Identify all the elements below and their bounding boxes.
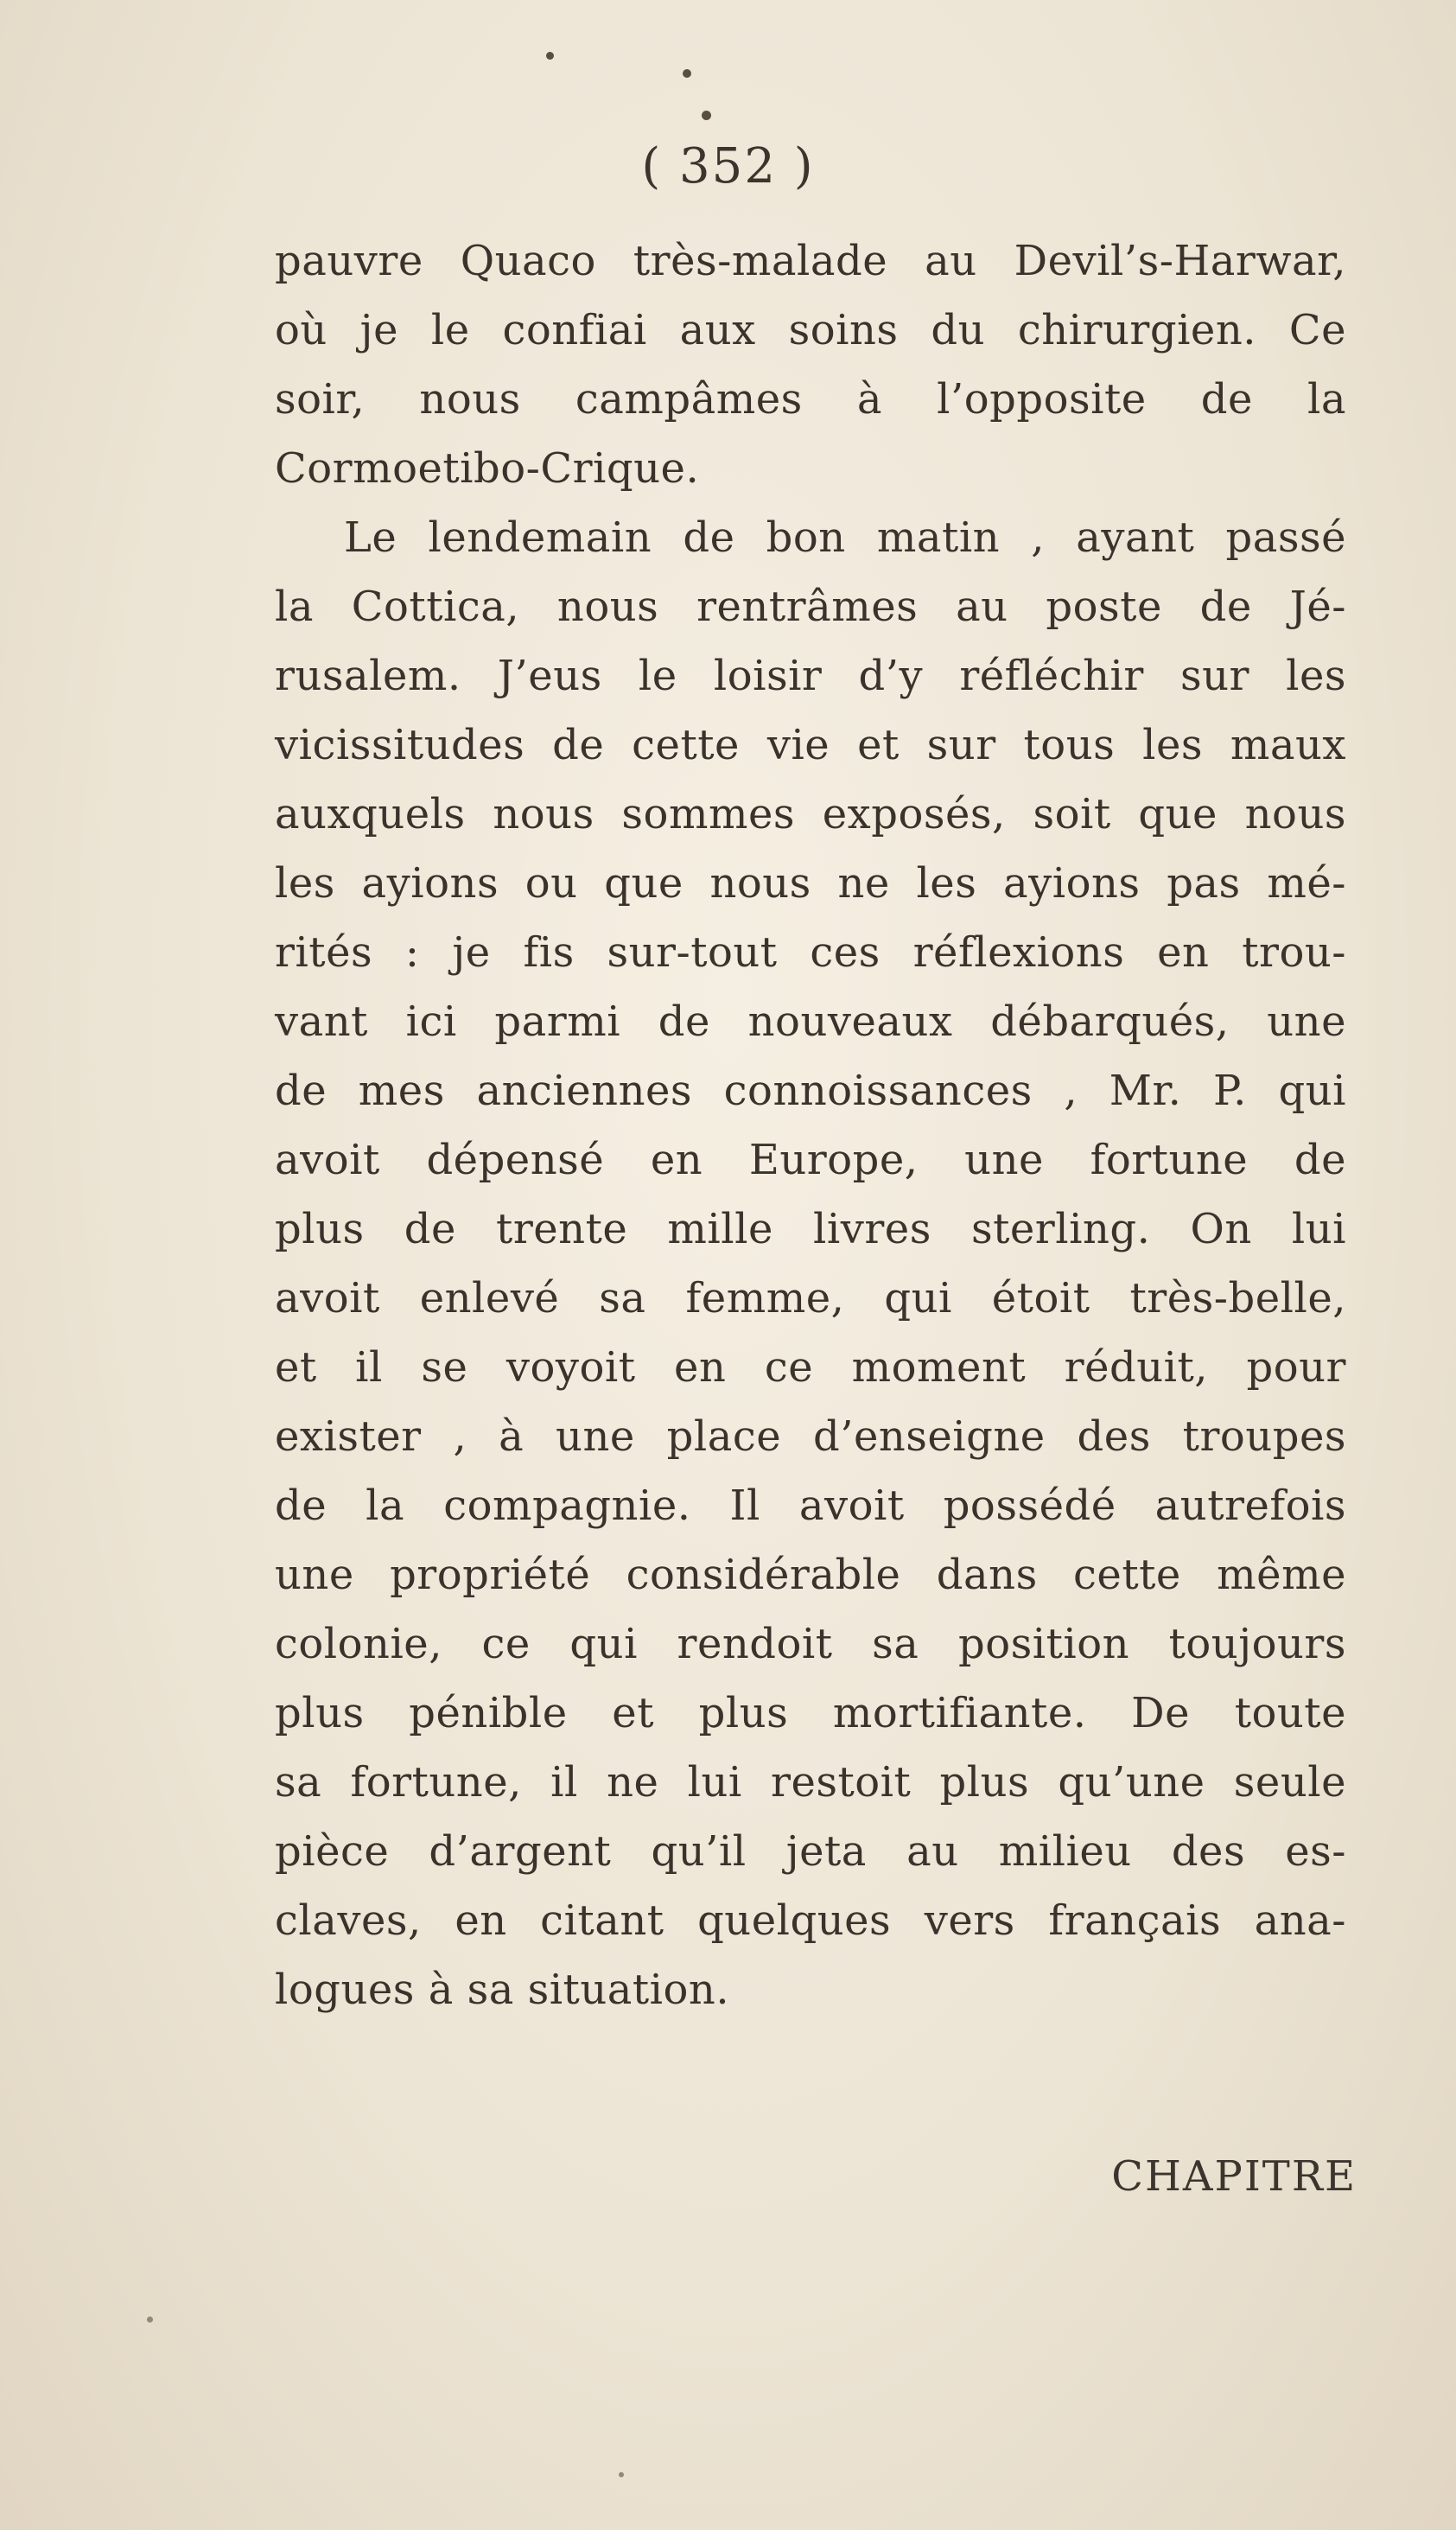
text-line: claves, en citant quelques vers français ana- bbox=[275, 1896, 1346, 1945]
body-text bbox=[275, 226, 1346, 2024]
text-line: de mes anciennes connoissances , Mr. P. qui bbox=[275, 1067, 1346, 1115]
catchword: CHAPITRE bbox=[1111, 2152, 1357, 2201]
text-line: plus de trente mille livres sterling. On lui bbox=[275, 1205, 1346, 1253]
text-line: exister , à une place d’enseigne des troupes bbox=[275, 1412, 1346, 1461]
page-number: ( 352 ) bbox=[641, 138, 815, 194]
text-line: Cormoetibo-Crique. bbox=[275, 444, 700, 493]
text-line: colonie, ce qui rendoit sa position toujours bbox=[275, 1620, 1346, 1668]
text-line: pauvre Quaco très-malade au Devil’s-Harwar, bbox=[275, 237, 1346, 285]
ink-speck bbox=[683, 69, 691, 78]
text-line: Le lendemain de bon matin , ayant passé bbox=[344, 513, 1346, 562]
text-line: plus pénible et plus mortifiante. De toute bbox=[275, 1689, 1346, 1737]
text-line: auxquels nous sommes exposés, soit que nous bbox=[275, 790, 1346, 838]
text-line: rités : je fis sur-tout ces réflexions en trou- bbox=[275, 928, 1346, 977]
text-line: où je le confiai aux soins du chirurgien. Ce bbox=[275, 306, 1346, 354]
text-line: une propriété considérable dans cette même bbox=[275, 1551, 1346, 1599]
ink-speck bbox=[546, 52, 554, 60]
text-line: sa fortune, il ne lui restoit plus qu’une seule bbox=[275, 1758, 1346, 1807]
text-line: les ayions ou que nous ne les ayions pas mé- bbox=[275, 859, 1346, 908]
text-line: avoit enlevé sa femme, qui étoit très-belle, bbox=[275, 1274, 1346, 1322]
text-line: de la compagnie. Il avoit possédé autrefois bbox=[275, 1482, 1346, 1530]
text-line: rusalem. J’eus le loisir d’y réfléchir sur les bbox=[275, 652, 1346, 700]
text-line: et il se voyoit en ce moment réduit, pour bbox=[275, 1343, 1346, 1392]
text-line: la Cottica, nous rentrâmes au poste de Jé- bbox=[275, 583, 1346, 631]
ink-speck bbox=[147, 2317, 153, 2323]
text-line: soir, nous campâmes à l’opposite de la bbox=[275, 375, 1346, 424]
text-line: vicissitudes de cette vie et sur tous les maux bbox=[275, 721, 1346, 769]
text-line: logues à sa situation. bbox=[275, 1966, 730, 2014]
ink-speck bbox=[702, 111, 711, 120]
text-line: vant ici parmi de nouveaux débarqués, une bbox=[275, 997, 1346, 1046]
text-line: avoit dépensé en Europe, une fortune de bbox=[275, 1136, 1346, 1184]
ink-speck bbox=[619, 2472, 624, 2477]
text-line: pièce d’argent qu’il jeta au milieu des es- bbox=[275, 1827, 1346, 1876]
